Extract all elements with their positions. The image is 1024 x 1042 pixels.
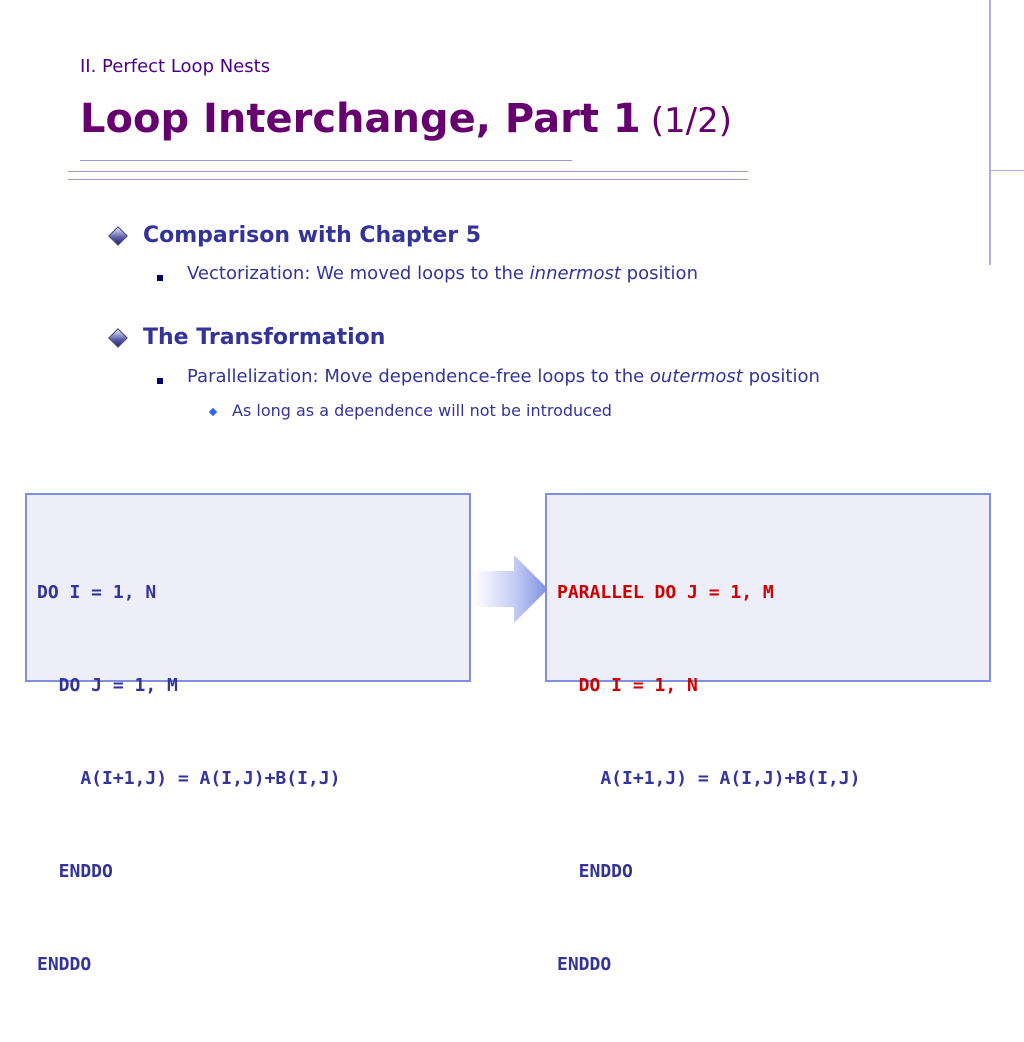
interchanged-loop-code [557, 515, 860, 1042]
title-double-rule-bottom [68, 179, 748, 180]
diamond-bullet-icon [108, 226, 128, 246]
sub-bullet-text-end: position [620, 263, 698, 284]
original-loop-code [37, 515, 340, 1042]
diamond-bullet-icon [108, 328, 128, 348]
sub-bullet-text: Parallelization: Move dependence-free loops to the [187, 366, 650, 387]
original-loop-code-box [25, 493, 471, 975]
sub-bullet-emphasis: innermost [529, 263, 621, 284]
code-line: A(I+1,J) = A(I,J)+B(I,J) [557, 768, 861, 789]
interchanged-loop-code-box [545, 493, 991, 975]
sub-bullet-emphasis: outermost [649, 366, 743, 387]
code-line: A(I+1,J) = A(I,J)+B(I,J) [37, 768, 341, 789]
code-line-highlight: PARALLEL DO J = 1, M [557, 582, 774, 603]
decorative-horizontal-rule-right [990, 170, 1024, 171]
code-line: ENDDO [557, 954, 612, 975]
sub-sub-bullet-dependence: As long as a dependence will not be introduced [232, 401, 612, 420]
code-line: ENDDO [557, 861, 633, 882]
slide-title-main: Loop Interchange, Part 1 [80, 96, 641, 142]
slide-title-part: (1/2) [650, 101, 732, 141]
code-line-highlight: DO I = 1, N [557, 675, 698, 696]
sub-bullet-vectorization [187, 263, 698, 284]
bullet-heading-transformation: The Transformation [143, 325, 386, 350]
sub-bullet-parallelization [187, 366, 820, 387]
sub-bullet-text: Vectorization: We moved loops to the [187, 263, 530, 284]
title-underline [80, 160, 572, 161]
sub-bullet-text-end: position [742, 366, 820, 387]
section-label: II. Perfect Loop Nests [80, 56, 271, 77]
right-arrow-icon [474, 555, 548, 623]
code-line: ENDDO [37, 861, 113, 882]
title-double-rule-top [68, 171, 748, 172]
square-bullet-icon [157, 378, 163, 384]
code-line: DO J = 1, M [37, 675, 178, 696]
square-bullet-icon [157, 275, 163, 281]
small-diamond-bullet-icon [209, 408, 217, 416]
bullet-heading-comparison: Comparison with Chapter 5 [143, 223, 482, 248]
code-line: DO I = 1, N [37, 582, 157, 603]
slide-title [80, 96, 732, 142]
decorative-vertical-rule [989, 0, 991, 265]
code-line: ENDDO [37, 954, 92, 975]
